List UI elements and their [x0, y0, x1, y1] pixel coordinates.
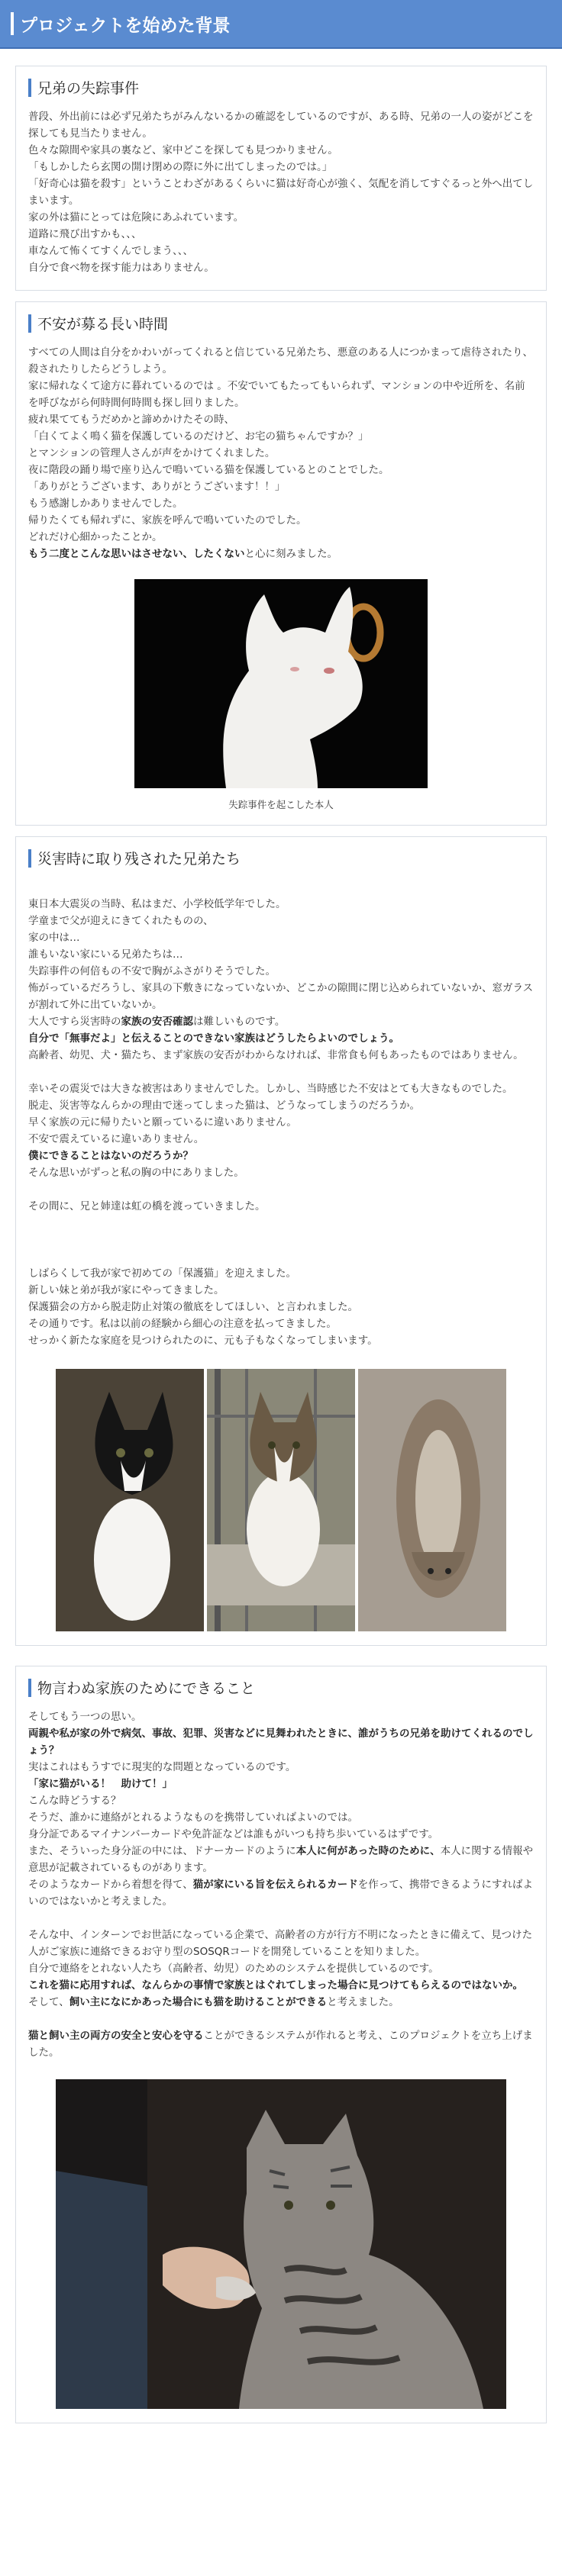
kitten-tabby-lying [358, 1369, 506, 1631]
emphasis-text: 猫が家にいる旨を伝えられるカード [192, 1879, 358, 1891]
paragraph: 脱走、災害等なんらかの理由で迷ってしまった猫は、どうなってしまうのだろうか。 [28, 1100, 420, 1112]
heading-bar [28, 314, 31, 333]
paragraph: その通りです。私は以前の経験から細心の注意を払ってきました。 [28, 1318, 337, 1330]
paragraph [28, 1977, 534, 1994]
emphasis-text: 家族の安否確認 [121, 1016, 193, 1028]
paragraph: 自分で食べ物を探す能力はありません。 [28, 262, 215, 274]
photo-caption: 失踪事件を起こした本人 [228, 799, 334, 810]
paragraph: とマンションの管理人さんが声をかけてくれました。 [28, 447, 276, 459]
paragraph: こんな時どうする？ [28, 1795, 121, 1807]
paragraph: 失踪事件の何倍もの不安で胸がふさがりそうでした。 [28, 965, 276, 977]
section-heading [28, 1677, 534, 1698]
paragraph: 誰もいない家にいる兄弟たちは… [28, 948, 183, 961]
paragraph [28, 1910, 534, 1927]
paragraph: その間に、兄と姉達は虹の橋を渡っていきました。 [28, 1200, 266, 1212]
section-heading [28, 313, 534, 333]
section-body [28, 108, 534, 276]
emphasis-text: 自分で「無事だよ」と伝えることのできない家族はどうしたらよいのでしょう。 [28, 1032, 399, 1045]
kitten-black-white [56, 1369, 204, 1631]
kitten-photo-2 [207, 1369, 355, 1631]
heading-bar [28, 79, 31, 97]
paragraph: 「好奇心は猫を殺す」ということわざがあるくらいに猫は好奇心が強く、気配を消してすぐるっと外へ出てしまいます。 [28, 178, 534, 207]
paragraph: 普段、外出前には必ず兄弟たちがみんないるかの確認をしているのですが、ある時、兄弟の一人の姿がどこを探しても見当たりません。 [28, 111, 534, 140]
section-heading [28, 77, 534, 98]
paragraph [28, 2011, 534, 2027]
paragraph: 実はこれはもうすでに現実的な問題となっているのです。 [28, 1761, 296, 1773]
paragraph: せっかく新たな家庭を見つけられたのに、元も子もなくなってしまいます。 [28, 1335, 378, 1347]
paragraph: 早く家族の元に帰りたいと願っているに違いありません。 [28, 1116, 297, 1129]
white-cat-photo [134, 579, 428, 788]
paragraph [28, 1776, 534, 1792]
emphasis-text: もう二度とこんな思いはさせない、したくない [28, 548, 245, 560]
paragraph: もう感謝しかありませんでした。 [28, 497, 183, 510]
section-title: 兄弟の失踪事件 [37, 80, 140, 97]
section-anxiety [15, 301, 547, 826]
emphasis-text: 本人に何があった時のために、 [296, 1845, 441, 1857]
section-what-we-can-do [15, 1666, 547, 2423]
paragraph: 高齢者、幼児、犬・猫たち、まず家族の安否がわからなければ、非常食も何もあったものではありません。 [28, 1049, 524, 1061]
section-heading [28, 848, 534, 868]
paragraph: 疲れ果ててもうだめかと諦めかけたその時、 [28, 414, 234, 426]
paragraph: 「白くてよく鳴く猫を保護しているのだけど、お宅の猫ちゃんですか？」 [28, 430, 369, 443]
paragraph: 怖がっているだろうし、家具の下敷きになっていないか、どこかの隙間に閉じ込められていないか、窓ガラスが割れて外に出ていないか。 [28, 982, 534, 1011]
tabby-cat-paw-illustration [56, 2079, 506, 2409]
paragraph: 保護猫会の方から脱走防止対策の徹底をしてほしい、と言われました。 [28, 1301, 358, 1313]
paragraph: そうだ、誰かに連絡がとれるようなものを携帯していればよいのでは。 [28, 1811, 358, 1824]
kitten-photo-1 [56, 1369, 204, 1631]
paragraph: そしてもう一つの思い。 [28, 1711, 142, 1723]
paragraph: 不安で震えているに違いありません。 [28, 1133, 205, 1145]
emphasis-text: これを猫に応用すれば、なんらかの事情で家族とはぐれてしまった場合に見つけてもらえるのではないか。 [28, 1979, 523, 1992]
emphasis-text: 「家に猫がいる！ 助けて！」 [28, 1778, 173, 1790]
emphasis-text: 飼い主になにかあった場合にも猫を助けることができる [69, 1996, 328, 2008]
section-disappearance [15, 66, 547, 291]
section-body [28, 344, 534, 562]
paragraph: 「もしかしたら玄関の開け閉めの際に外に出てしまったのでは。」 [28, 161, 333, 173]
paragraph [28, 1232, 534, 1248]
paragraph: 道路に飛び出すかも、、、 [28, 228, 142, 240]
paragraph: そして、飼い主になにかあった場合にも猫を助けることができると考えました。 [28, 1996, 399, 2008]
paragraph: 車なんて怖くてすくんでしまう、、、 [28, 245, 193, 257]
emphasis-text: 僕にできることはないのだろうか？ [28, 1150, 193, 1162]
kitten-photo-3 [358, 1369, 506, 1631]
page-title: プロジェクトを始めた背景 [20, 15, 231, 36]
heading-bar [28, 1679, 31, 1697]
section-body [28, 879, 534, 1349]
paragraph: 家の中は… [28, 932, 80, 944]
header-accent-bar [11, 12, 14, 35]
paragraph: そのようなカードから着想を得て、猫が家にいる旨を伝えられるカードを作って、携帯できるようにすればよいのではないかと考えました。 [28, 1879, 533, 1908]
paragraph [28, 1148, 534, 1164]
cat-and-hand-photo [56, 2079, 506, 2409]
paragraph: そんな思いがずっと私の胸の中にありました。 [28, 1167, 244, 1179]
paragraph: 猫と飼い主の両方の安全と安心を守ることができるシステムが作れると考え、このプロジェクトを立ち上げました。 [28, 2030, 533, 2059]
paragraph: 夜に階段の踊り場で座り込んで鳴いている猫を保護しているとのことでした。 [28, 464, 389, 476]
paragraph: また、そういった身分証の中には、ドナーカードのように本人に何があった時のために、本人に関する情報や意思が記載されているものがあります。 [28, 1845, 534, 1874]
emphasis-text: 両親や私が家の外で病気、事故、犯罪、災害などに見舞われたときに、誰がうちの兄弟を助けてくれるのでしょう？ [28, 1728, 534, 1757]
paragraph: 帰りたくても帰れずに、家族を呼んで鳴いていたのでした。 [28, 514, 307, 526]
paragraph: そんな中、インターンでお世話になっている企業で、高齢者の方が行方不明になったときに備えて、見つけた人がご家族に連絡できるお守り型のSOSQRコードを開発していることを知りました。 [28, 1929, 533, 1958]
paragraph: すべての人間は自分をかわいがってくれると信じている兄弟たち、悪意のある人につかまって虐待されたり、殺されたりしたらどうしよう。 [28, 346, 533, 375]
paragraph: 新しい妹と弟が我が家にやってきました。 [28, 1284, 224, 1296]
paragraph: もう二度とこんな思いはさせない、したくないと心に刻みました。 [28, 548, 338, 560]
page-header [0, 0, 562, 49]
section-title: 物言わぬ家族のためにできること [37, 1680, 256, 1697]
paragraph: 自分で連絡をとれない人たち（高齢者、幼児）のためのシステムを提供しているのです。 [28, 1963, 439, 1975]
paragraph: 家に帰れなくて途方に暮れているのでは 。不安でいてもたってもいられず、マンションの中や近所を、名前を呼びながら何時間何時間も探し回りました。 [28, 380, 525, 409]
paragraph: 学童まで父が迎えにきてくれたものの、 [28, 915, 214, 927]
kitten-photo-strip [56, 1369, 506, 1631]
paragraph: 東日本大震災の当時、私はまだ、小学校低学年でした。 [28, 898, 286, 910]
paragraph: 幸いその震災では大きな被害はありませんでした。しかし、当時感じた不安はとても大きなものでした。 [28, 1083, 513, 1095]
paragraph: 家の外は猫にとっては危険にあふれています。 [28, 211, 244, 224]
paragraph [28, 1181, 534, 1198]
heading-bar [28, 849, 31, 868]
paragraph [28, 1064, 534, 1080]
section-body [28, 1708, 534, 2061]
section-title: 災害時に取り残された兄弟たち [37, 851, 241, 868]
emphasis-text: 猫と飼い主の両方の安全と安心を守る [28, 2030, 204, 2042]
paragraph: 色々な隙間や家具の裏など、家中どこを探しても見つかりません。 [28, 144, 338, 156]
paragraph [28, 1215, 534, 1232]
paragraph: しばらくして我が家で初めての「保護猫」を迎えました。 [28, 1267, 296, 1280]
section-disaster [15, 836, 547, 1646]
paragraph: 身分証であるマイナンバーカードや免許証などは誰もがいつも持ち歩いているはずです。 [28, 1828, 439, 1840]
paragraph: 「ありがとうございます、ありがとうございます！！」 [28, 481, 286, 493]
kitten-tabby-white [207, 1369, 355, 1631]
white-cat-illustration [134, 579, 428, 788]
paragraph: 大人ですら災害時の家族の安否確認は難しいものです。 [28, 1016, 286, 1028]
paragraph [28, 1725, 534, 1759]
photo-block [28, 579, 534, 811]
paragraph [28, 879, 534, 896]
paragraph [28, 1248, 534, 1265]
paragraph [28, 1030, 534, 1047]
paragraph: どれだけ心細かったことか。 [28, 531, 163, 543]
section-title: 不安が募る長い時間 [37, 316, 169, 333]
